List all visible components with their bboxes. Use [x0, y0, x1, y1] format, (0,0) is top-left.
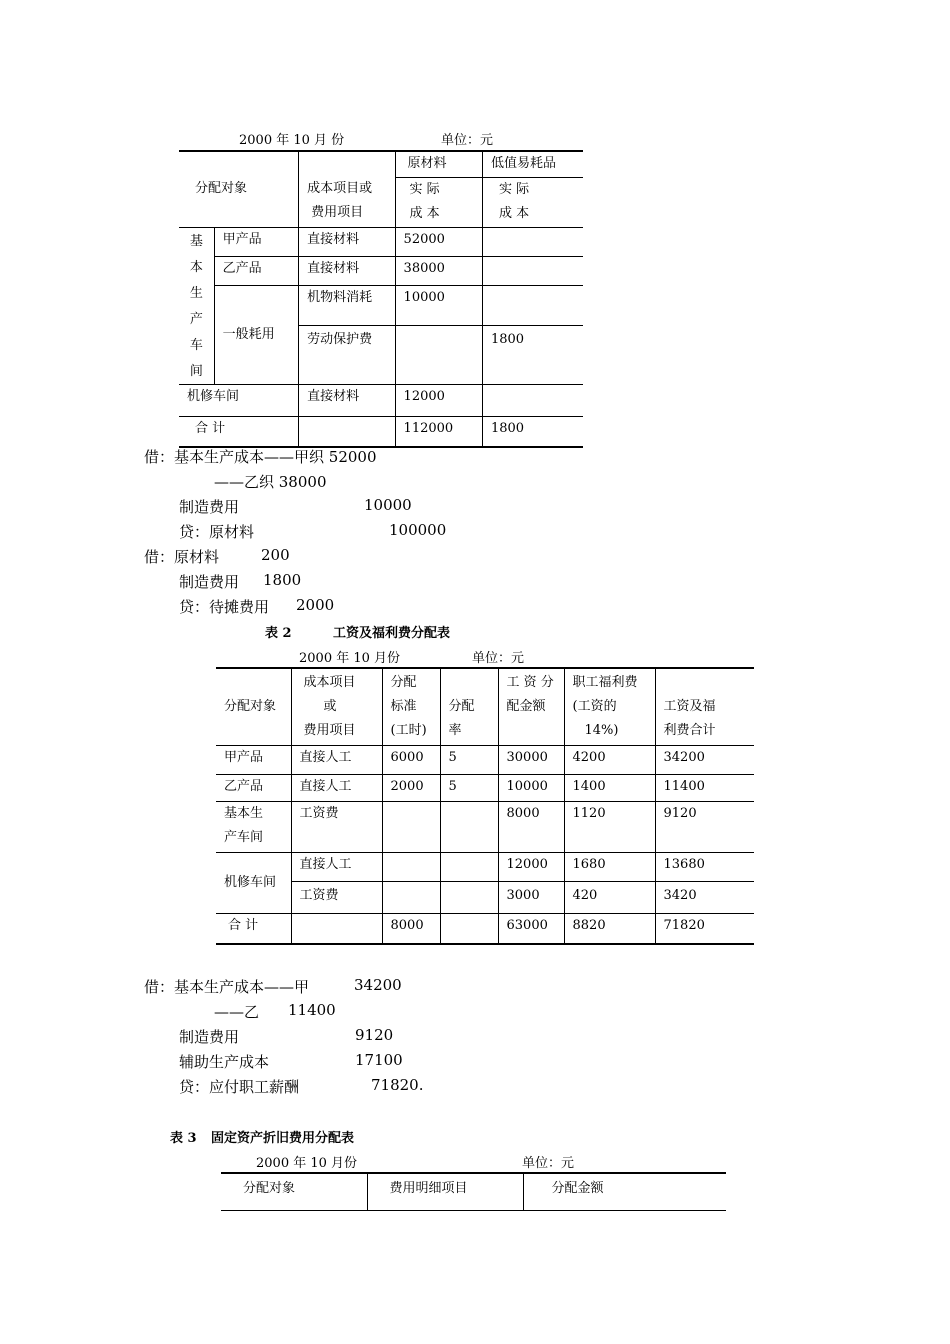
entry1-line-4-amount: 100000 — [389, 521, 447, 539]
t2-row-4-wage: 12000 — [498, 852, 564, 881]
t1-header-raw-material: 原材料 — [395, 151, 482, 177]
t2-row-5-wage: 3000 — [498, 881, 564, 913]
t1-row-jia-raw: 52000 — [395, 227, 482, 256]
t1-row-jia-item: 直接材料 — [299, 227, 395, 256]
t2-row-4-total: 13680 — [655, 852, 754, 881]
t2-row-2-standard: 2000 — [382, 774, 440, 801]
t2-row-2-item: 直接人工 — [291, 774, 382, 801]
t1-row-repair-item: 直接材料 — [299, 384, 395, 416]
t2-row-5-welfare: 420 — [564, 881, 655, 913]
t1-row-jia-low — [482, 227, 583, 256]
t2-header-wage: 工 资 分 配金额 — [498, 668, 564, 745]
t2-row-4-standard — [382, 852, 440, 881]
t1-workshop-label: 基 本 生 产 车 间 — [179, 227, 214, 384]
t2-row-4-welfare: 1680 — [564, 852, 655, 881]
entry1-line-2: ——乙织 38000 — [214, 473, 327, 491]
t1-row-jia-product: 甲产品 — [214, 227, 298, 256]
t2-row-1-wage: 30000 — [498, 745, 564, 774]
table2-wage-allocation — [216, 667, 754, 945]
t2-row-2-welfare: 1400 — [564, 774, 655, 801]
t2-row-4-object: 机修车间 — [216, 852, 291, 913]
t2-row-5-total: 3420 — [655, 881, 754, 913]
entry1-line-6-amount: 1800 — [263, 571, 302, 589]
entry2-line-4: 辅助生产成本 — [179, 1053, 270, 1071]
t2-row-4-item: 直接人工 — [291, 852, 382, 881]
entry2-line-1: 借：基本生产成本——甲 — [144, 978, 310, 996]
t2-row-3-standard — [382, 801, 440, 852]
t1-row-yi-product: 乙产品 — [214, 256, 298, 285]
t1-row-repair-low — [482, 384, 583, 416]
t1-header-raw-cost: 实 际 成 本 — [395, 177, 482, 227]
table1-date: 2000 年 10 月 份 — [239, 133, 345, 148]
entry2-line-2-amount: 11400 — [288, 1001, 336, 1019]
t2-row-1-total: 34200 — [655, 745, 754, 774]
t2-row-1-welfare: 4200 — [564, 745, 655, 774]
entry2-line-3-amount: 9120 — [355, 1026, 394, 1044]
table1-unit: 单位：元 — [441, 133, 494, 148]
table3-date: 2000 年 10 月份 — [256, 1156, 358, 1171]
entry2-line-5: 贷：应付职工薪酬 — [179, 1078, 300, 1096]
table2-title: 工资及福利费分配表 — [333, 626, 451, 641]
t2-row-5-rate — [440, 881, 498, 913]
t2-row-total-object: 合 计 — [216, 913, 291, 944]
t3-header-item: 费用明细项目 — [367, 1173, 523, 1211]
t2-header-object: 分配对象 — [216, 668, 291, 745]
t1-row-total-item — [299, 416, 395, 447]
t1-row-yi-low — [482, 256, 583, 285]
t1-row-total-label: 合 计 — [179, 416, 299, 447]
t2-header-total: 工资及福 利费合计 — [655, 668, 754, 745]
table3-depreciation-allocation — [221, 1172, 726, 1211]
t2-header-welfare: 职工福利费 (工资的 14%) — [564, 668, 655, 745]
entry1-line-4: 贷：原材料 — [179, 523, 255, 541]
table2-date: 2000 年 10 月份 — [299, 651, 401, 666]
t1-row-yi-raw: 38000 — [395, 256, 482, 285]
t2-row-2-rate: 5 — [440, 774, 498, 801]
t2-row-1-object: 甲产品 — [216, 745, 291, 774]
t2-header-item: 成本项目 或 费用项目 — [291, 668, 382, 745]
table3-unit: 单位：元 — [522, 1156, 575, 1171]
t1-header-item: 成本项目或 费用项目 — [299, 151, 395, 227]
t2-row-5-standard — [382, 881, 440, 913]
t1-general-use: 一般耗用 — [214, 285, 298, 384]
entry2-line-4-amount: 17100 — [355, 1051, 403, 1069]
table1-material-allocation — [179, 150, 583, 448]
t2-row-3-wage: 8000 — [498, 801, 564, 852]
t2-row-3-welfare: 1120 — [564, 801, 655, 852]
t2-header-rate: 分配 率 — [440, 668, 498, 745]
t1-row-yi-item: 直接材料 — [299, 256, 395, 285]
t2-row-2-object: 乙产品 — [216, 774, 291, 801]
t2-row-2-total: 11400 — [655, 774, 754, 801]
t1-row-g2-low: 1800 — [482, 325, 583, 384]
t3-header-amount: 分配金额 — [523, 1173, 726, 1211]
entry1-line-5-amount: 200 — [261, 546, 290, 564]
t2-row-total-welfare: 8820 — [564, 913, 655, 944]
t3-header-object: 分配对象 — [243, 1181, 296, 1196]
entry2-line-3: 制造费用 — [179, 1028, 240, 1046]
t2-row-5-item: 工资费 — [291, 881, 382, 913]
t2-row-1-rate: 5 — [440, 745, 498, 774]
entry1-line-7-amount: 2000 — [296, 596, 335, 614]
t1-row-g1-item: 机物料消耗 — [299, 285, 395, 325]
t2-row-4-rate — [440, 852, 498, 881]
t1-row-g2-raw — [395, 325, 482, 384]
t2-row-total-total: 71820 — [655, 913, 754, 944]
table2-number: 表 2 — [265, 626, 292, 641]
t2-row-3-object: 基本生 产车间 — [216, 801, 291, 852]
t2-row-3-rate — [440, 801, 498, 852]
entry1-line-3-amount: 10000 — [364, 496, 412, 514]
t2-row-3-item: 工资费 — [291, 801, 382, 852]
t1-header-low-value: 低值易耗品 — [482, 151, 583, 177]
t1-row-repair-raw: 12000 — [395, 384, 482, 416]
entry2-line-5-amount: 71820. — [371, 1076, 424, 1094]
t2-row-1-standard: 6000 — [382, 745, 440, 774]
t2-row-total-item — [291, 913, 382, 944]
t2-header-standard: 分配 标准 (工时) — [382, 668, 440, 745]
t1-row-total-low: 1800 — [482, 416, 583, 447]
t1-header-object: 分配对象 — [179, 151, 299, 227]
t1-row-total-raw: 112000 — [395, 416, 482, 447]
t1-row-g1-raw: 10000 — [395, 285, 482, 325]
t1-row-g2-item: 劳动保护费 — [299, 325, 395, 384]
t1-row-g1-low — [482, 285, 583, 325]
entry1-line-7: 贷：待摊费用 — [179, 598, 270, 616]
t2-row-total-standard: 8000 — [382, 913, 440, 944]
entry1-line-3: 制造费用 — [179, 498, 240, 516]
t2-row-3-total: 9120 — [655, 801, 754, 852]
entry1-line-6: 制造费用 — [179, 573, 240, 591]
entry1-line-5: 借：原材料 — [144, 548, 220, 566]
entry2-line-1-amount: 34200 — [354, 976, 402, 994]
t1-row-repair-object: 机修车间 — [179, 384, 299, 416]
table3-number: 表 3 — [170, 1131, 197, 1146]
t1-header-low-cost: 实 际 成 本 — [482, 177, 583, 227]
table3-title: 固定资产折旧费用分配表 — [211, 1131, 355, 1146]
entry1-line-1: 借：基本生产成本——甲织 52000 — [144, 448, 377, 466]
t2-row-1-item: 直接人工 — [291, 745, 382, 774]
t2-row-total-wage: 63000 — [498, 913, 564, 944]
t2-row-total-rate — [440, 913, 498, 944]
entry2-line-2: ——乙 — [214, 1003, 260, 1021]
t2-row-2-wage: 10000 — [498, 774, 564, 801]
table2-unit: 单位：元 — [472, 651, 525, 666]
